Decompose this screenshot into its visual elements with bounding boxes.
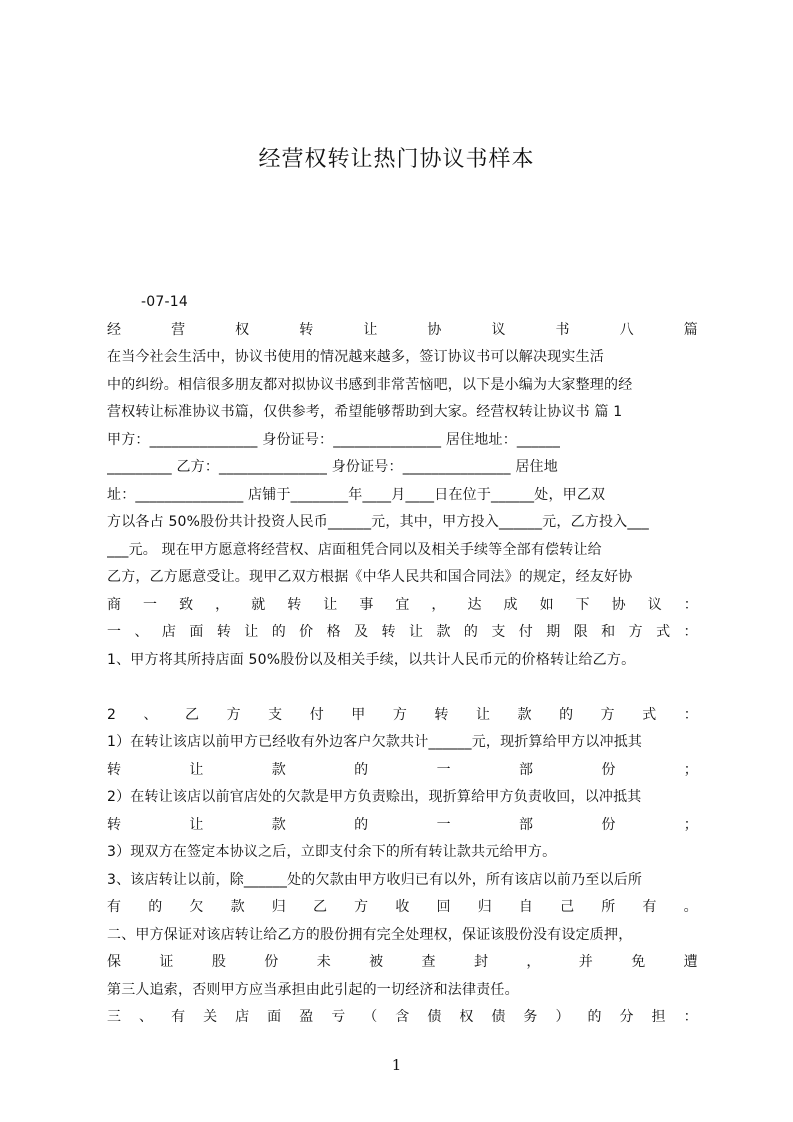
spread-char: 宜	[395, 596, 410, 613]
spread-char: 价	[299, 624, 314, 640]
spread-char: 达	[467, 596, 482, 613]
spread-char: 亏	[331, 1009, 346, 1025]
body-line: 3）现双方在签定本协议之后，立即支付余下的所有转让款共元给甲方。	[107, 844, 557, 860]
spread-char: 经	[107, 321, 122, 338]
page-number: 1	[391, 1056, 402, 1074]
party-a-line: 甲方：_______________ 身份证号：_______________ 居住地址：______	[107, 431, 561, 448]
spread-char: 自	[518, 899, 534, 915]
spread-char: 书	[555, 321, 570, 338]
spread-char: 方	[600, 706, 615, 723]
spread-char: 转	[299, 321, 314, 338]
spread-char: 方	[226, 706, 241, 723]
spread-char: 方	[392, 706, 408, 723]
spread-char: 权	[235, 321, 250, 338]
spread-char: 付	[518, 624, 533, 640]
spread-char: 就	[251, 596, 266, 613]
spread-char: 付	[309, 706, 324, 723]
body-line: 1）在转让该店以前甲方已经收有外边客户欠款共计______元，现折算给甲方以冲抵其	[107, 734, 643, 750]
spread-char: 关	[203, 1009, 218, 1025]
spread-char: 转	[216, 624, 232, 640]
spread-char: 一	[436, 816, 451, 833]
spread-char: 的	[587, 1009, 602, 1025]
spread-char: 转	[287, 596, 302, 613]
document-body	[107, 289, 698, 1032]
spread-char: 含	[395, 1009, 410, 1025]
spread-char: 。	[683, 899, 698, 915]
spread-char: 遭	[683, 954, 698, 970]
spread-char: 的	[354, 761, 369, 778]
spread-char: 的	[148, 899, 163, 915]
spread-char: 股	[211, 954, 227, 970]
spread-char: 份	[601, 816, 616, 833]
spread-char: 店	[235, 1009, 250, 1025]
spread-char: 、	[143, 706, 158, 723]
spread-char: 债	[491, 1009, 506, 1025]
spread-char: 乙	[312, 899, 328, 915]
spread-char: 方	[628, 624, 643, 640]
spread-char: 款	[436, 624, 451, 640]
spread-char: ：	[683, 706, 698, 723]
spread-char: 让	[244, 624, 259, 640]
spread-char: 限	[573, 624, 588, 640]
spread-char: 三	[107, 1009, 122, 1025]
spread-char: 份	[601, 761, 616, 778]
document-title: 经营权转让热门协议书样本	[258, 147, 535, 172]
spread-line-guarantee	[107, 949, 698, 977]
spread-char: 甲	[351, 706, 366, 723]
body-line: 1、甲方将其所持店面 50%股份以及相关手续，以共计人民币元的价格转让给乙方。	[107, 651, 636, 668]
spread-char: 担	[651, 1009, 666, 1025]
spread-char: 一	[143, 596, 158, 613]
spread-char: 封	[473, 954, 489, 970]
spread-char: 面	[189, 624, 204, 640]
spread-char: 款	[271, 761, 286, 778]
spread-char: 归	[271, 899, 286, 915]
spread-char: 部	[518, 816, 534, 833]
spread-char: 支	[268, 706, 283, 723]
spread-char: 期	[546, 624, 561, 640]
spread-char: 的	[354, 816, 369, 833]
document-date: -07-14	[141, 294, 188, 310]
spread-char: 务	[523, 1009, 538, 1025]
spread-char: 一	[107, 624, 122, 640]
spread-char: 款	[230, 899, 245, 915]
spread-char: ，	[215, 596, 230, 613]
spread-char: ；	[683, 816, 698, 833]
spread-line-part2	[107, 812, 698, 840]
spread-char: 份	[264, 954, 279, 970]
spread-char: 及	[354, 624, 369, 640]
body-line: 2）在转让该店以前官店处的欠款是甲方负责赊出，现折算给甲方负责收回，以冲抵其	[107, 789, 642, 805]
spread-char: 让	[189, 816, 204, 833]
spread-char: ：	[683, 1009, 698, 1025]
spread-char: 议	[647, 596, 662, 613]
party-b-line: _________ 乙方：_______________ 身份证号：_______________ 居住地	[107, 459, 558, 475]
spread-char: 2	[107, 706, 117, 723]
spread-char: 乙	[185, 706, 200, 723]
spread-char: 欠	[189, 899, 204, 915]
spread-char: ；	[683, 761, 698, 778]
spread-char: 式	[642, 706, 657, 723]
spread-char: ，	[431, 596, 446, 613]
body-line: 乙方，乙方愿意受让。现甲乙双方根据《中华人民共和国合同法》的规定，经友好协	[107, 569, 633, 585]
spread-char: 让	[475, 706, 491, 723]
spread-char: 转	[107, 761, 122, 778]
spread-line-agree	[107, 592, 698, 620]
spread-char: 未	[316, 954, 331, 970]
spread-char: ，	[526, 954, 541, 970]
spread-char: 收	[395, 899, 410, 915]
body-line: 在当今社会生活中，协议书使用的情况越来越多，签订协议书可以解决现实生活	[107, 349, 604, 365]
spread-char: 格	[326, 624, 341, 640]
spread-line-pay	[107, 702, 698, 730]
spread-char: 有	[107, 899, 122, 915]
spread-char: 让	[408, 624, 424, 640]
spread-char: 、	[139, 1009, 154, 1025]
spread-char: 的	[463, 624, 479, 640]
spread-char: 己	[560, 899, 575, 915]
body-line: 址：_______________ 店铺于________年____月____日在位于______处，甲乙双	[107, 486, 606, 503]
spread-char: 款	[271, 816, 286, 833]
section-heading-1	[107, 619, 698, 647]
spread-char: ：	[683, 596, 698, 613]
spread-char: 协	[427, 321, 442, 338]
spread-char: 面	[267, 1009, 282, 1025]
spread-char: 店	[161, 624, 177, 640]
spread-char: 成	[503, 596, 518, 613]
spread-char: 让	[189, 761, 204, 778]
spread-char: 部	[518, 761, 534, 778]
spread-char: 如	[539, 596, 554, 613]
spread-char: 所	[601, 899, 616, 915]
spread-char: 让	[323, 596, 338, 613]
spread-char: 有	[642, 899, 657, 915]
body-line: 3、该店转让以前，除______处的欠款由甲方收归已有以外，所有该店以前乃至以后所	[107, 871, 643, 888]
spread-char: 篇	[683, 321, 698, 338]
spread-char: 分	[619, 1009, 634, 1025]
spread-char: 让	[363, 321, 378, 338]
spread-line-owned	[107, 894, 698, 922]
body-line: 第三人追索，否则甲方应当承担由此引起的一切经济和法律责任。	[107, 981, 519, 998]
spread-char: 款	[517, 706, 532, 723]
spread-line-part1	[107, 757, 698, 785]
spread-char: 和	[601, 624, 616, 640]
spread-char: 保	[107, 954, 122, 970]
spread-char: 归	[477, 899, 492, 915]
body-line: 中的纠纷。相信很多朋友都对拟协议书感到非常苦恼吧，以下是小编为大家整理的经	[107, 376, 633, 393]
spread-char: 八	[619, 321, 634, 338]
spread-char: ：	[683, 624, 698, 640]
spread-line-heading	[107, 317, 698, 345]
spread-char: 有	[171, 1009, 186, 1025]
spread-char: 并	[578, 954, 593, 970]
spread-char: 债	[427, 1009, 442, 1025]
spread-char: 的	[559, 706, 574, 723]
body-line: ___元。 现在甲方愿意将经营权、店面租凭合同以及相关手续等全部有偿转让给	[107, 541, 602, 558]
spread-char: 查	[421, 954, 436, 970]
spread-char: 转	[107, 816, 122, 833]
spread-char: 商	[107, 596, 122, 613]
blank-line	[107, 674, 698, 702]
spread-char: （	[363, 1009, 378, 1025]
section-heading-3	[107, 1004, 698, 1032]
spread-char: 下	[575, 596, 590, 613]
spread-char: 转	[381, 624, 396, 640]
spread-char: 证	[159, 954, 174, 970]
spread-char: 议	[491, 321, 506, 338]
spread-char: 免	[631, 954, 646, 970]
spread-char: 一	[436, 761, 451, 778]
spread-char: 权	[459, 1009, 474, 1025]
spread-char: 的	[271, 624, 286, 640]
spread-char: 支	[491, 624, 506, 640]
body-line: 营权转让标准协议书篇，仅供参考，希望能够帮助到大家。经营权转让协议书 篇 1	[107, 404, 623, 420]
spread-char: ）	[555, 1009, 570, 1025]
spread-char: 营	[171, 321, 186, 338]
spread-char: 致	[179, 596, 194, 613]
spread-char: 方	[354, 899, 369, 915]
spread-char: 转	[434, 706, 449, 723]
spread-char: 协	[611, 596, 626, 613]
spread-char: 被	[369, 954, 384, 970]
section-heading-2: 二、甲方保证对该店转让给乙方的股份拥有完全处理权，保证该股份没有设定质押，	[107, 926, 633, 943]
spread-char: 、	[134, 624, 149, 640]
spread-char: 盈	[299, 1009, 314, 1025]
spread-char: 回	[436, 899, 451, 915]
spread-char: 式	[656, 624, 671, 640]
body-line: 方以各占 50%股份共计投资人民币______元，其中，甲方投入______元，乙方投入___	[107, 514, 649, 530]
spread-char: 事	[359, 596, 374, 613]
